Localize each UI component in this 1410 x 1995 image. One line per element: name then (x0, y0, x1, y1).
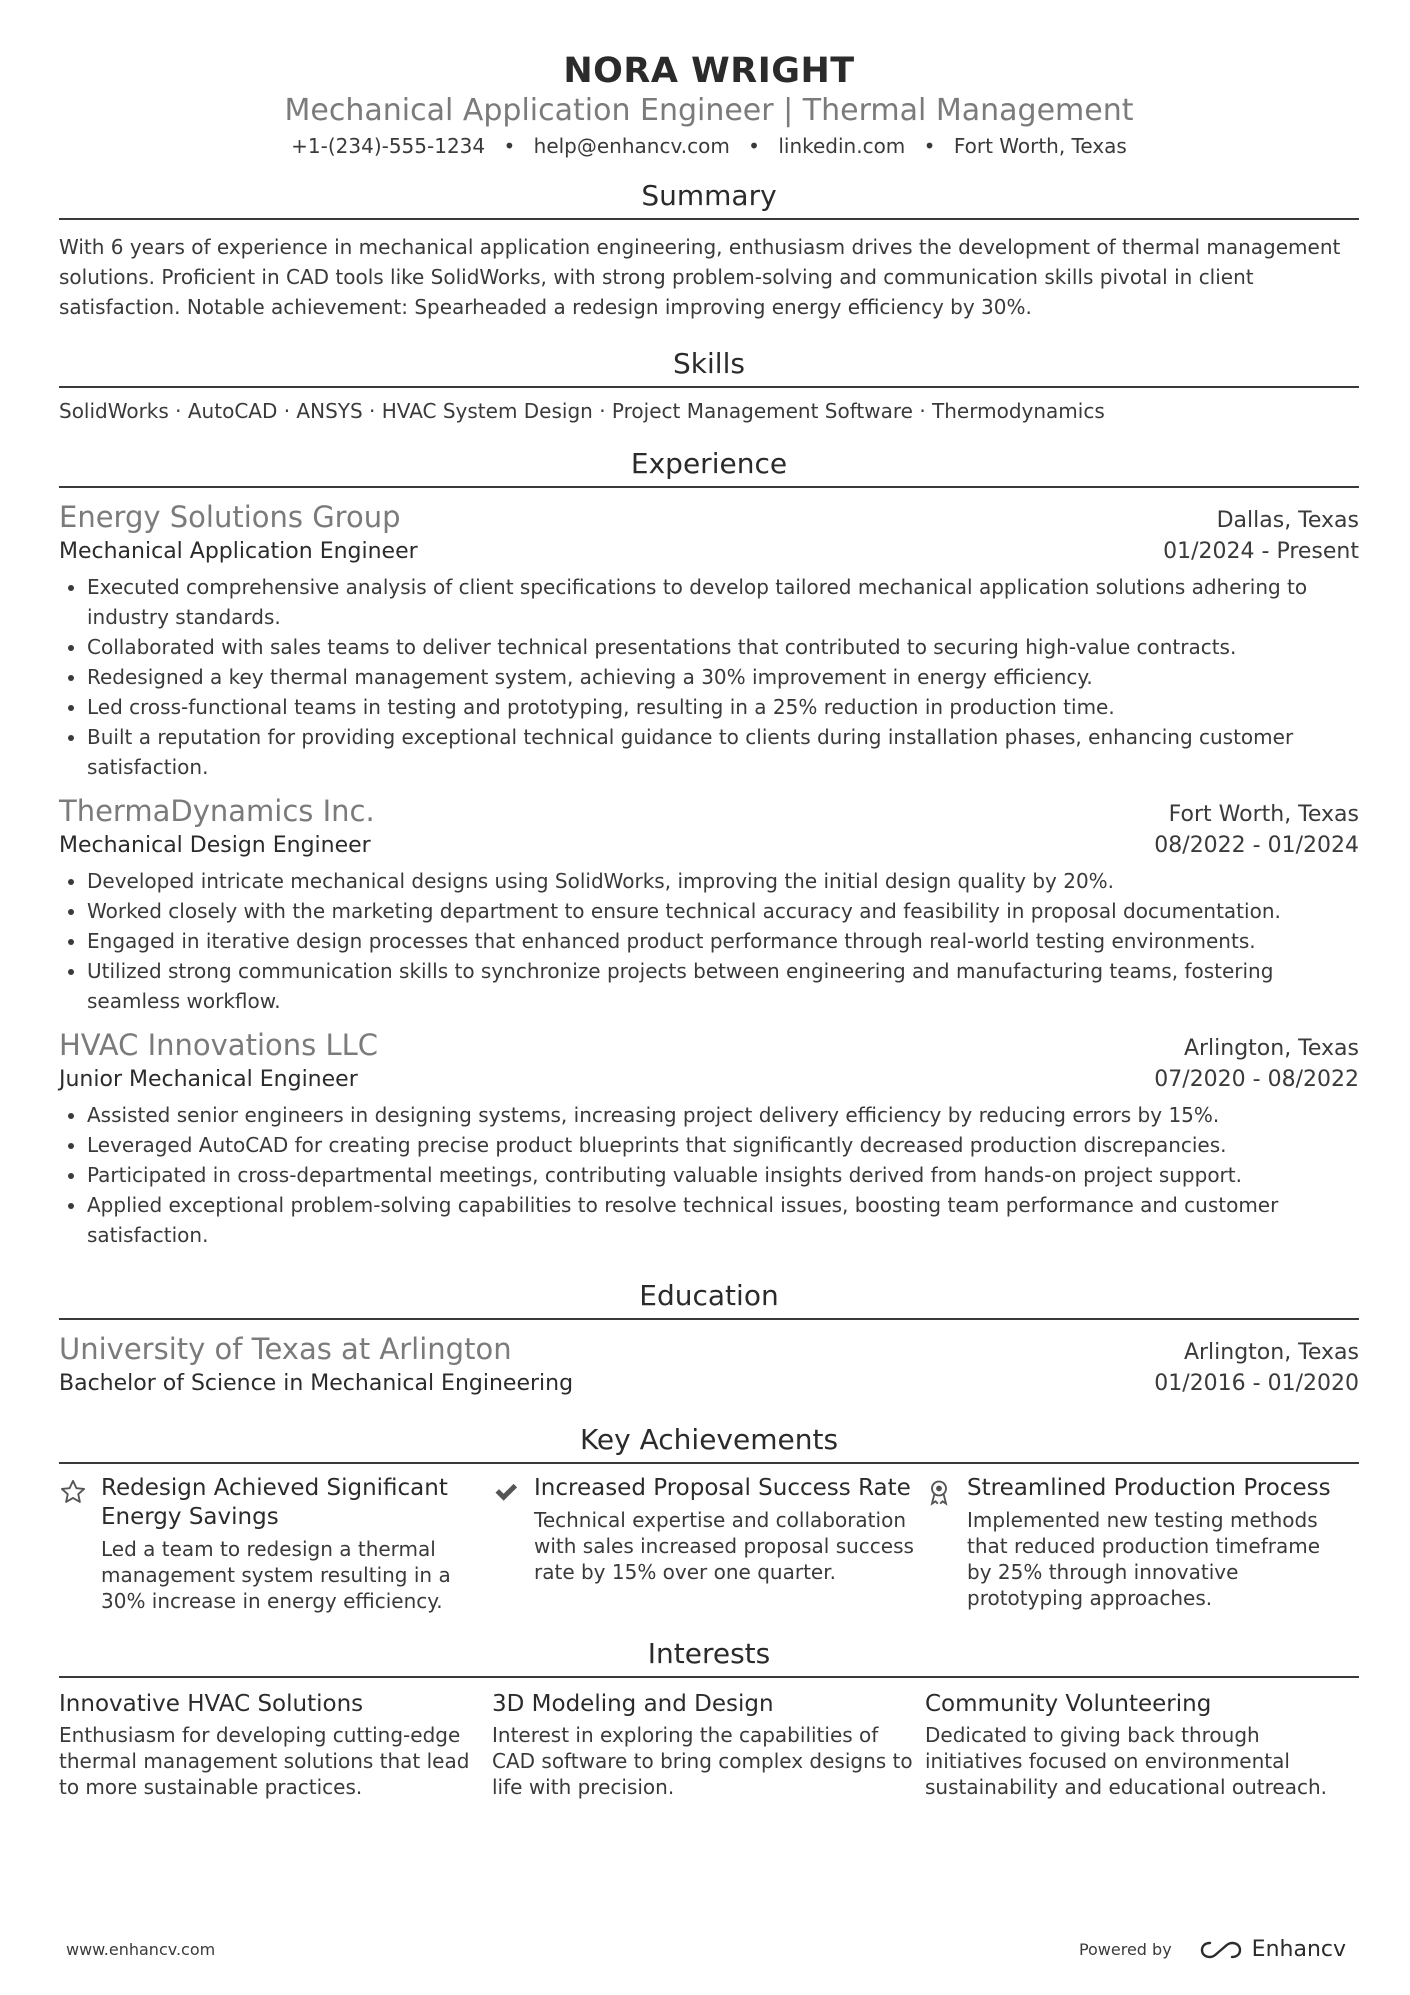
contact-location: Fort Worth, Texas (953, 134, 1127, 158)
job-bullet: • Executed comprehensive analysis of client specifications to develop tailored mechanical application solutions adhering to industry standards. (87, 572, 1359, 632)
summary-section (59, 178, 1359, 322)
interests-section (59, 1636, 1359, 1800)
contact-separator: • (503, 134, 516, 158)
interest-item (925, 1688, 1358, 1800)
section-heading-summary: Summary (59, 178, 1359, 220)
interest-item (59, 1688, 492, 1800)
job-role: Junior Mechanical Engineer (59, 1067, 358, 1092)
job-entry (59, 1026, 1359, 1250)
interest-desc: Dedicated to giving back through initiatives focused on environmental sustainability and educational outreach. (925, 1723, 1328, 1799)
contact-email[interactable]: help@enhancv.com (533, 134, 730, 158)
job-dates: 08/2022 - 01/2024 (1154, 833, 1359, 858)
resume-header (59, 0, 1359, 160)
page-footer (66, 1937, 1346, 1962)
interest-title: 3D Modeling and Design (492, 1691, 774, 1717)
job-company: HVAC Innovations LLC (59, 1028, 379, 1062)
job-bullet: • Leveraged AutoCAD for creating precise product blueprints that significantly decreased production discrepancies. (87, 1130, 1359, 1160)
job-role: Mechanical Application Engineer (59, 539, 418, 564)
enhancv-logo-icon (1198, 1939, 1244, 1961)
contact-separator: • (748, 134, 760, 158)
section-heading-education: Education (59, 1278, 1359, 1320)
job-entry (59, 498, 1359, 782)
section-heading-achievements: Key Achievements (59, 1422, 1359, 1464)
achievement-item (925, 1474, 1358, 1614)
job-bullets (59, 1100, 1359, 1250)
skills-list: SolidWorks · AutoCAD · ANSYS · HVAC System Design · Project Management Software · Thermodynamics (59, 399, 1105, 423)
education-dates: 01/2016 - 01/2020 (1154, 1371, 1359, 1396)
interest-title: Community Volunteering (925, 1691, 1212, 1717)
summary-text: With 6 years of experience in mechanical application engineering, enthusiasm drives the development of thermal management solutions. Proficient in CAD tools like SolidWorks, with strong problem-solving and communication skills pivotal in client satisfaction. Notable achievement: Spearheaded a redesign improving energy efficiency by 30%. (59, 235, 1341, 319)
interest-item (492, 1688, 925, 1800)
job-bullet: • Applied exceptional problem-solving capabilities to resolve technical issues, boosting team performance and customer satisfaction. (87, 1190, 1359, 1250)
contact-linkedin[interactable]: linkedin.com (778, 134, 906, 158)
interest-desc: Interest in exploring the capabilities of CAD software to bring complex designs to life with precision. (492, 1723, 913, 1799)
enhancv-brand[interactable]: Enhancv (1251, 1937, 1346, 1962)
education-section (59, 1278, 1359, 1400)
section-heading-interests: Interests (59, 1636, 1359, 1678)
checkmark-icon (492, 1474, 534, 1614)
contact-separator: • (923, 134, 936, 158)
achievement-title: Streamlined Production Process (967, 1475, 1331, 1501)
job-company: ThermaDynamics Inc. (59, 794, 375, 828)
achievements-grid (59, 1474, 1359, 1614)
job-bullet: • Engaged in iterative design processes that enhanced product performance through real-world testing environments. (87, 926, 1359, 956)
interest-title: Innovative HVAC Solutions (59, 1691, 364, 1717)
achievement-item (59, 1474, 492, 1614)
education-degree: Bachelor of Science in Mechanical Engineering (59, 1371, 574, 1396)
interest-desc: Enthusiasm for developing cutting-edge thermal management solutions that lead to more sustainable practices. (59, 1723, 470, 1799)
achievements-section (59, 1422, 1359, 1614)
achievement-desc: Implemented new testing methods that reduced production timeframe by 25% through innovative prototyping approaches. (967, 1508, 1321, 1610)
job-dates: 01/2024 - Present (1163, 539, 1359, 564)
job-bullet: • Participated in cross-departmental meetings, contributing valuable insights derived from hands-on project support. (87, 1160, 1359, 1190)
job-bullet: • Built a reputation for providing exceptional technical guidance to clients during installation phases, enhancing customer satisfaction. (87, 722, 1359, 782)
job-bullets (59, 572, 1359, 782)
award-icon (925, 1474, 967, 1614)
resume-page (59, 0, 1359, 1800)
job-location: Arlington, Texas (1183, 1036, 1359, 1061)
job-bullet: • Assisted senior engineers in designing systems, increasing project delivery efficiency by reducing errors by 15%. (87, 1100, 1359, 1130)
powered-by-label: Powered by (1078, 1940, 1172, 1959)
education-location: Arlington, Texas (1183, 1340, 1359, 1365)
job-location: Fort Worth, Texas (1168, 802, 1359, 827)
powered-by (1079, 1937, 1346, 1962)
education-entry (59, 1330, 1359, 1400)
job-bullet: • Worked closely with the marketing department to ensure technical accuracy and feasibility in proposal documentation. (87, 896, 1359, 926)
contact-phone: +1-(234)-555-1234 (291, 134, 486, 158)
job-role: Mechanical Design Engineer (59, 833, 371, 858)
job-bullet: • Developed intricate mechanical designs using SolidWorks, improving the initial design quality by 20%. (87, 866, 1359, 896)
achievement-title: Redesign Achieved Significant Energy Savings (101, 1475, 448, 1530)
candidate-title: Mechanical Application Engineer | Thermal Management (284, 93, 1134, 128)
job-entry (59, 792, 1359, 1016)
job-bullet: • Utilized strong communication skills to synchronize projects between engineering and manufacturing teams, fostering seamless workflow. (87, 956, 1359, 1016)
interests-grid (59, 1688, 1359, 1800)
achievement-desc: Led a team to redesign a thermal management system resulting in a 30% increase in energy efficiency. (101, 1537, 451, 1613)
experience-section (59, 446, 1359, 1250)
contact-line (59, 132, 1359, 160)
section-heading-experience: Experience (59, 446, 1359, 488)
job-location: Dallas, Texas (1216, 508, 1359, 533)
job-dates: 07/2020 - 08/2022 (1154, 1067, 1359, 1092)
skills-section (59, 346, 1359, 426)
education-school: University of Texas at Arlington (59, 1332, 512, 1366)
achievement-item (492, 1474, 925, 1614)
achievement-desc: Technical expertise and collaboration with sales increased proposal success rate by 15% over one quarter. (534, 1508, 914, 1584)
job-bullet: • Collaborated with sales teams to deliver technical presentations that contributed to securing high-value contracts. (87, 632, 1359, 662)
achievement-title: Increased Proposal Success Rate (534, 1475, 911, 1501)
job-bullet: • Redesigned a key thermal management system, achieving a 30% improvement in energy efficiency. (87, 662, 1359, 692)
job-company: Energy Solutions Group (59, 500, 401, 534)
job-bullets (59, 866, 1359, 1016)
section-heading-skills: Skills (59, 346, 1359, 388)
candidate-name: NORA WRIGHT (563, 51, 855, 91)
job-bullet: • Led cross-functional teams in testing and prototyping, resulting in a 25% reduction in production time. (87, 692, 1359, 722)
star-icon (59, 1474, 101, 1614)
footer-site-link[interactable]: www.enhancv.com (66, 1940, 216, 1959)
